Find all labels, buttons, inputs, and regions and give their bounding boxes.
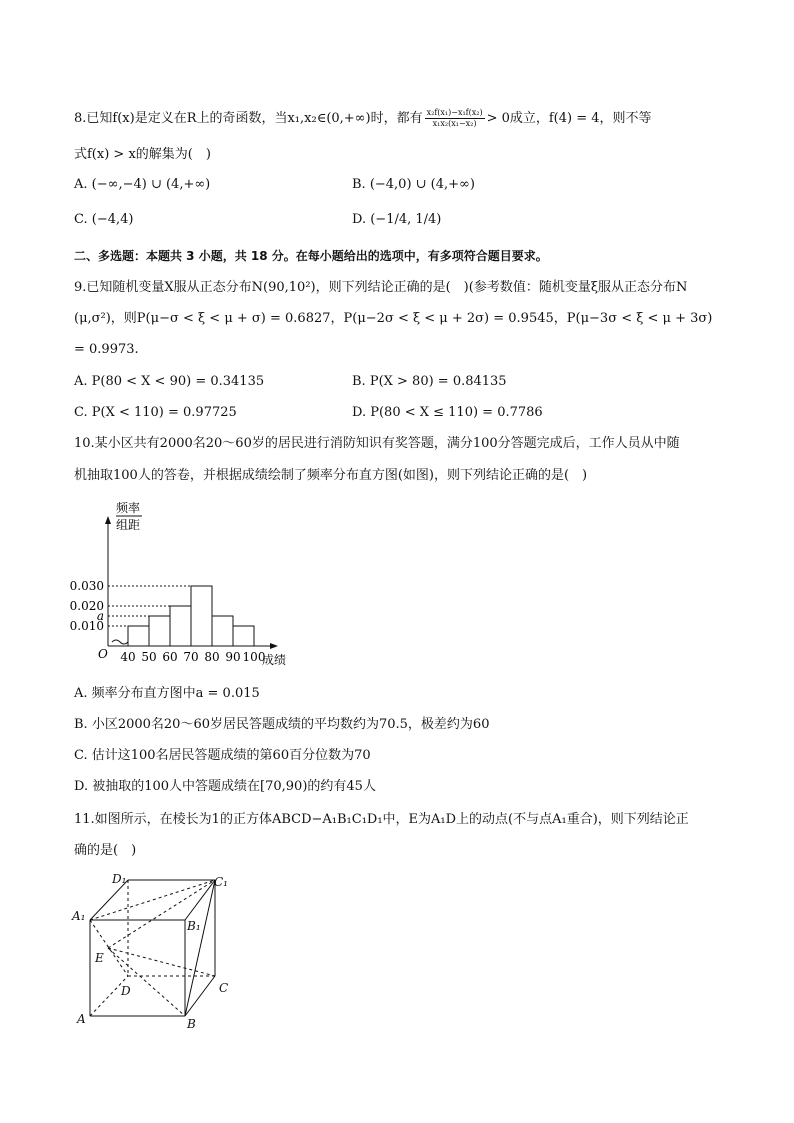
label-a: A [77, 1012, 86, 1026]
y-tick-label: 0.020 [69, 599, 104, 613]
frequency-histogram [60, 496, 310, 676]
y-axis-label-top: 频率 [116, 501, 141, 515]
label-c: C [219, 981, 229, 995]
q9-line3: = 0.9973. [74, 342, 139, 357]
cube-figure [68, 868, 248, 1034]
label-d1: D₁ [112, 872, 127, 886]
q8-line2: 式f(x) > x的解集为( ) [74, 147, 211, 162]
q11-line2: 确的是( ) [74, 843, 137, 858]
section-heading-multi-choice: 二、多选题：本题共 3 小题，共 18 分。在每小题给出的选项中，有多项符合题目要求。 [74, 249, 548, 263]
x-tick-label: 40 [120, 650, 136, 664]
q9-line1: 9.已知随机变量X服从正态分布N(90,10²)，则下列结论正确的是( )(参考数值：随机变量ξ服从正态分布N [74, 280, 688, 295]
histogram-bar [191, 586, 212, 646]
q9-option-b: B. P(X > 80) = 0.84135 [352, 374, 507, 389]
y-tick-label: a [96, 609, 104, 623]
q8-fraction [425, 108, 485, 129]
q8-option-c: C. (−4,4) [74, 212, 134, 227]
x-axis-arrow [270, 643, 278, 649]
label-b: B [187, 1017, 196, 1031]
origin-label: O [98, 647, 108, 661]
histogram-bar [212, 616, 233, 646]
histogram-bar [233, 626, 254, 646]
histogram-bar [149, 616, 170, 646]
q8-option-b: B. (−4,0) ∪ (4,+∞) [352, 177, 475, 192]
label-a1: A₁ [72, 909, 86, 923]
x-tick-label: 60 [162, 650, 178, 664]
q8-line1 [74, 108, 652, 129]
hidden-segment-e-b [108, 948, 185, 1016]
q9-option-c: C. P(X < 110) = 0.97725 [74, 405, 237, 420]
x-tick-label: 50 [141, 650, 157, 664]
x-tick-label: 100 [242, 650, 266, 664]
q9-option-a: A. P(80 < X < 90) = 0.34135 [74, 374, 265, 389]
histogram-bar [128, 626, 149, 646]
q10-line1: 10.某小区共有2000名20～60岁的居民进行消防知识有奖答题，满分100分答题完成后，工作人员从中随 [74, 436, 680, 451]
q9-option-d: D. P(80 < X ≤ 110) = 0.7786 [352, 405, 543, 420]
q8-line1-tail: > 0成立，f(4) = 4，则不等 [486, 111, 652, 126]
q10-option-d: D. 被抽取的100人中答题成绩在[70,90)的约有45人 [74, 779, 376, 794]
q9-line2: (μ,σ²)，则P(μ−σ < ξ < μ + σ) = 0.6827，P(μ−2σ < ξ < μ + 2σ) = 0.9545，P(μ−3σ < ξ < μ + 3σ) [74, 311, 713, 326]
q11-line1: 11.如图所示，在棱长为1的正方体ABCD−A₁B₁C₁D₁中，E为A₁D上的动点(不与点A₁重合)，则下列结论正 [74, 812, 689, 827]
label-b1: B₁ [187, 919, 201, 933]
q10-option-b: B. 小区2000名20～60岁居民答题成绩的平均数约为70.5，极差约为60 [74, 717, 490, 732]
y-axis-label-bottom: 组距 [116, 518, 141, 532]
q10-option-a: A. 频率分布直方图中a = 0.015 [74, 686, 260, 701]
q8-line1-text: 8.已知f(x)是定义在R上的奇函数，当x₁,x₂∈(0,+∞)时，都有 [74, 111, 423, 126]
label-c1: C₁ [214, 875, 228, 889]
q10-option-c: C. 估计这100名居民答题成绩的第60百分位数为70 [74, 748, 371, 763]
histogram-bar [170, 606, 191, 646]
label-d: D [121, 984, 131, 998]
label-e: E [95, 951, 104, 965]
y-tick-label: 0.010 [69, 619, 104, 633]
y-tick-label: 0.030 [69, 579, 104, 593]
x-tick-label: 80 [204, 650, 220, 664]
x-tick-label: 90 [225, 650, 241, 664]
y-axis-arrow [105, 516, 111, 524]
q10-line2: 机抽取100人的答卷，并根据成绩绘制了频率分布直方图(如图)，则下列结论正确的是( ) [74, 468, 588, 483]
q8-frac-denominator: x₁x₂(x₁−x₂) [432, 119, 477, 128]
q8-frac-numerator: x₂f(x₁)−x₁f(x₂) [426, 108, 483, 117]
x-axis-break [112, 640, 128, 644]
q8-option-d: D. (−1/4, 1/4) [352, 212, 442, 227]
hidden-segment-e-c1 [108, 880, 215, 948]
q8-option-a: A. (−∞,−4) ∪ (4,+∞) [74, 177, 211, 192]
x-axis-label: 成绩 [262, 653, 287, 667]
x-tick-label: 70 [183, 650, 199, 664]
